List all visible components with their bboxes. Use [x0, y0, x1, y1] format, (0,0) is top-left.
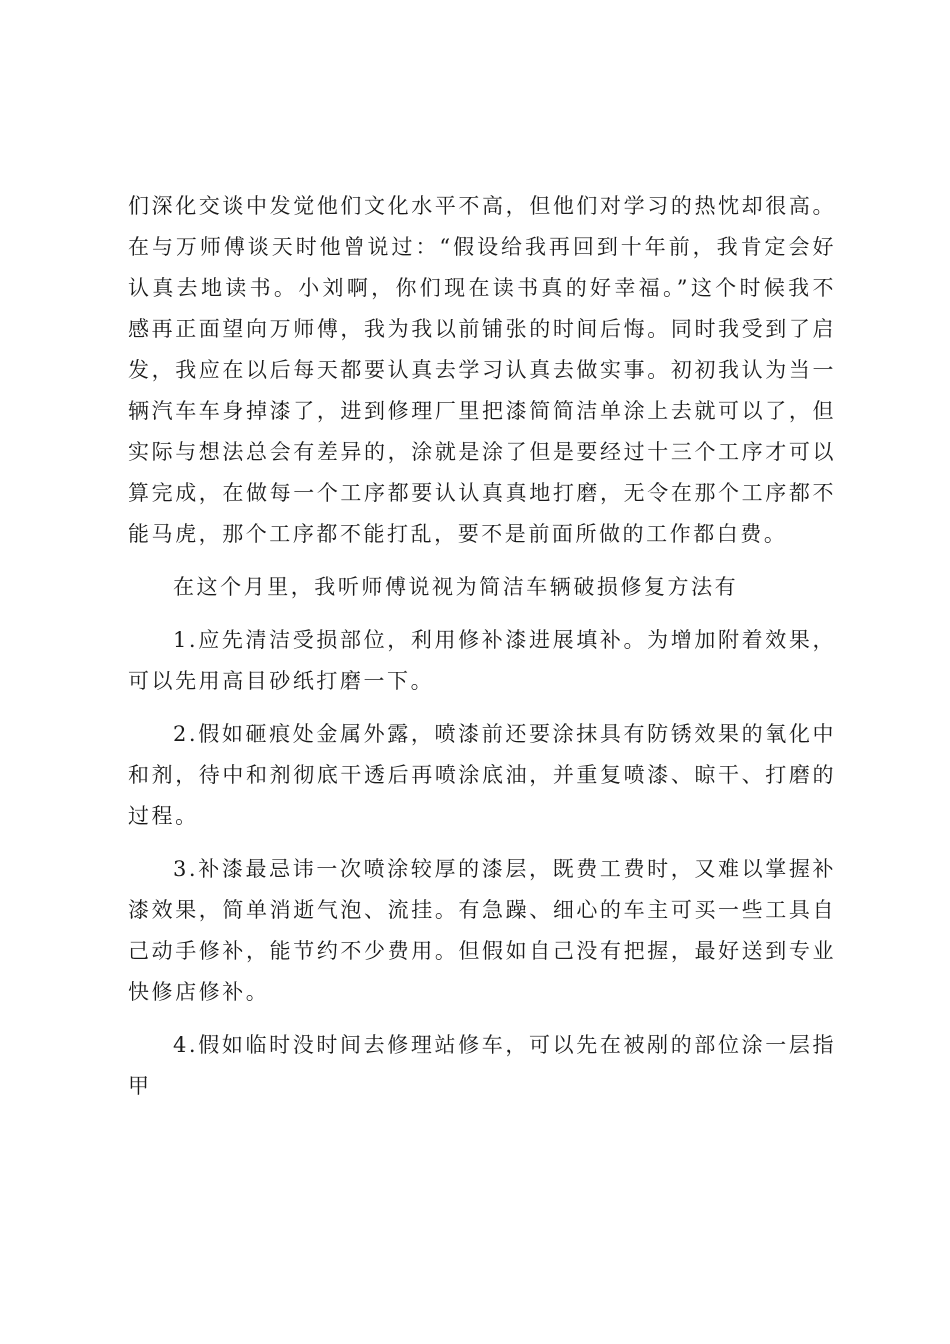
list-item-3: 3.补漆最忌讳一次喷涂较厚的漆层，既费工费时，又难以掌握补漆效果，简单消逝气泡、流挂。有急躁、细心的车主可买一些工具自己动手修补，能节约不少费用。但假如自己没有把握，最好送到专业快修店修补。: [128, 857, 836, 1004]
list-item-4: 4.假如临时没时间去修理站修车，可以先在被剐的部位涂一层指甲: [128, 1033, 836, 1098]
list-item-2: 2.假如砸痕处金属外露，喷漆前还要涂抹具有防锈效果的氧化中和剂，待中和剂彻底干透后再喷涂底油，并重复喷漆、晾干、打磨的过程。: [128, 722, 836, 828]
list-item-1: 1.应先清洁受损部位，利用修补漆进展填补。为增加附着效果，可以先用高目砂纸打磨一下。: [128, 628, 836, 693]
paragraph-continued: 们深化交谈中发觉他们文化水平不高，但他们对学习的热忱却很高。在与万师傅谈天时他曾说过：“假设给我再回到十年前，我肯定会好认真去地读书。小刘啊，你们现在读书真的好幸福。”这个时候我不感再正面望向万师傅，我为我以前铺张的时间后悔。同时我受到了启发，我应在以后每天都要认真去学习认真去做实事。初初我认为当一辆汽车车身掉漆了，进到修理厂里把漆简简洁单涂上去就可以了，但实际与想法总会有差异的，涂就是涂了但是要经过十三个工序才可以算完成，在做每一个工序都要认认真真地打磨，无令在那个工序都不能马虎，那个工序都不能打乱，要不是前面所做的工作都白费。: [128, 194, 836, 546]
document-body: [128, 186, 836, 1119]
paragraph-intro: 在这个月里，我听师傅说视为简洁车辆破损修复方法有: [173, 575, 739, 599]
